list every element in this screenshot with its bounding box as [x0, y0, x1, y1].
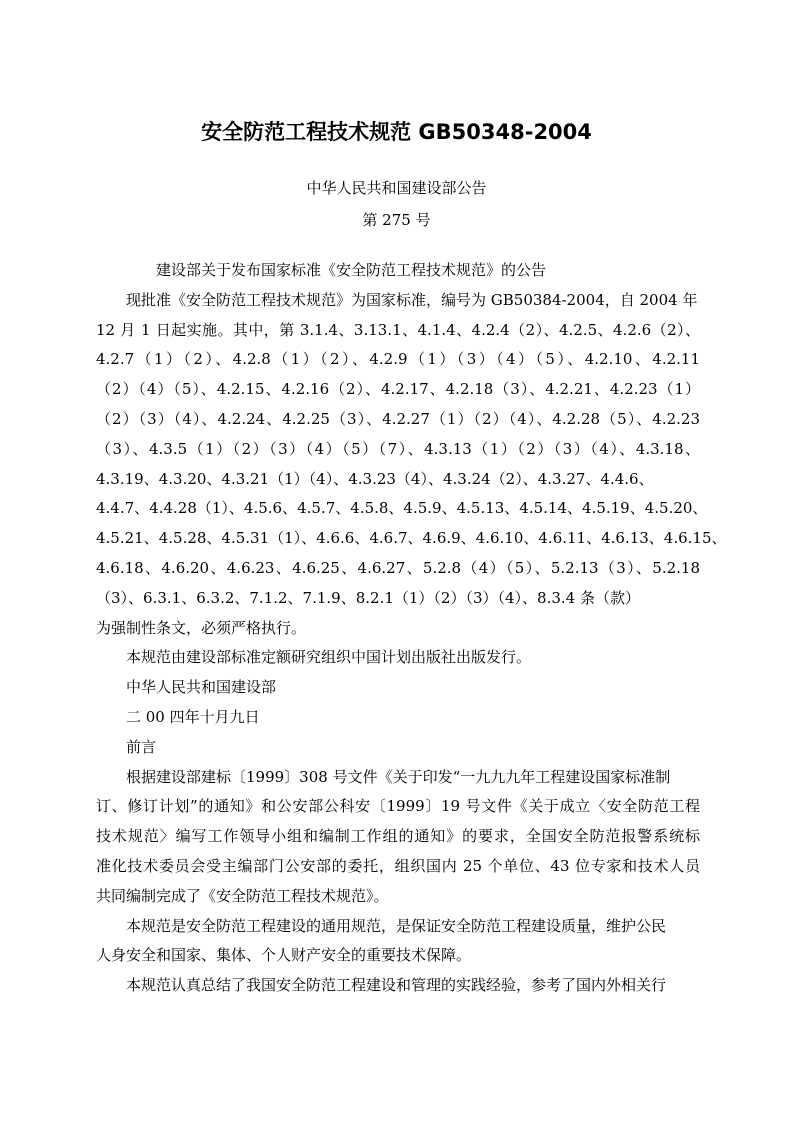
- signature: 中华人民共和国建设部: [126, 678, 277, 697]
- text-line: 共同编制完成了《安全防范工程技术规范》。: [96, 886, 389, 905]
- text-line: 4.3.19、4.3.20、4.3.21（1）（4）、4.3.23（4）、4.3.24（2）、4.3.27、4.4.6、: [96, 469, 654, 488]
- text-line: 4.2.7（1）（2）、4.2.8（1）（2）、4.2.9（1）（3）（4）（5）、4.2.10、4.2.11: [96, 350, 700, 369]
- text-line: 本规范认真总结了我国安全防范工程建设和管理的实践经验，参考了国内外相关行: [126, 976, 667, 995]
- text-line: 本规范是安全防范工程建设的通用规范，是保证安全防范工程建设质量，维护公民: [126, 916, 667, 935]
- text-line: 订、修订计划”的通知》和公安部公科安〔1999〕19 号文件《关于成立〈安全防范工程: [96, 797, 700, 816]
- text-line: （2）（3）（4）、4.2.24、4.2.25（3）、4.2.27（1）（2）（4）、4.2.28（5）、4.2.23: [96, 409, 700, 428]
- issue-date: 二 00 四年十月九日: [126, 707, 260, 726]
- text-line: 现批准《安全防范工程技术规范》为国家标准，编号为 GB50384-2004，自 2004 年: [126, 290, 698, 309]
- text-line: 4.5.21、4.5.28、4.5.31（1）、4.6.6、4.6.7、4.6.9、4.6.10、4.6.11、4.6.13、4.6.15、: [96, 529, 727, 548]
- text-line: 为强制性条文，必须严格执行。: [96, 618, 307, 637]
- text-line: 4.4.7、4.4.28（1）、4.5.6、4.5.7、4.5.8、4.5.9、4.5.13、4.5.14、4.5.19、4.5.20、: [96, 499, 708, 518]
- announcement-number: 第 275 号: [362, 211, 431, 229]
- approval-paragraph: [96, 286, 727, 644]
- document-title: 安全防范工程技术规范 GB50348-2004: [201, 120, 592, 144]
- text-line: （2）（4）（5）、4.2.15、4.2.16（2）、4.2.17、4.2.18（3）、4.2.21、4.2.23（1）: [96, 380, 700, 399]
- text-line: 准化技术委员会受主编部门公安部的委托，组织国内 25 个单位、43 位专家和技术人员: [96, 856, 700, 875]
- preface-paragraph-3: [96, 971, 700, 1001]
- document-body: [96, 256, 727, 1001]
- preface-paragraph-1: [96, 763, 700, 912]
- publication-note: 本规范由建设部标准定额研究组织中国计划出版社出版发行。: [126, 648, 532, 667]
- text-line: 技术规范〉编写工作领导小组和编制工作组的通知》的要求，全国安全防范报警系统标: [96, 827, 700, 846]
- preface-paragraph-2: [96, 912, 700, 972]
- text-line: 人身安全和国家、集体、个人财产安全的重要技术保障。: [96, 946, 472, 965]
- text-line: （3）、4.3.5（1）（2）（3）（4）（5）（7）、4.3.13（1）（2）（3）（4）、4.3.18、: [96, 439, 700, 458]
- text-line: 根据建设部建标〔1999〕308 号文件《关于印发“一九九九年工程建设国家标准制: [126, 767, 671, 786]
- text-line: 12 月 1 日起实施。其中，第 3.1.4、3.13.1、4.1.4、4.2.4（2）、4.2.5、4.2.6（2）、: [96, 320, 700, 339]
- text-line: 4.6.18、4.6.20、4.6.23、4.6.25、4.6.27、5.2.8（4）（5）、5.2.13（3）、5.2.18: [96, 558, 700, 577]
- issuer-line: 中华人民共和国建设部公告: [306, 179, 487, 197]
- text-line: （3）、6.3.1、6.3.2、7.1.2、7.1.9、8.2.1（1）（2）（3）（4）、8.3.4 条（款）: [96, 588, 640, 607]
- announcement-title: 建设部关于发布国家标准《安全防范工程技术规范》的公告: [156, 261, 547, 279]
- preface-heading: 前言: [126, 737, 157, 756]
